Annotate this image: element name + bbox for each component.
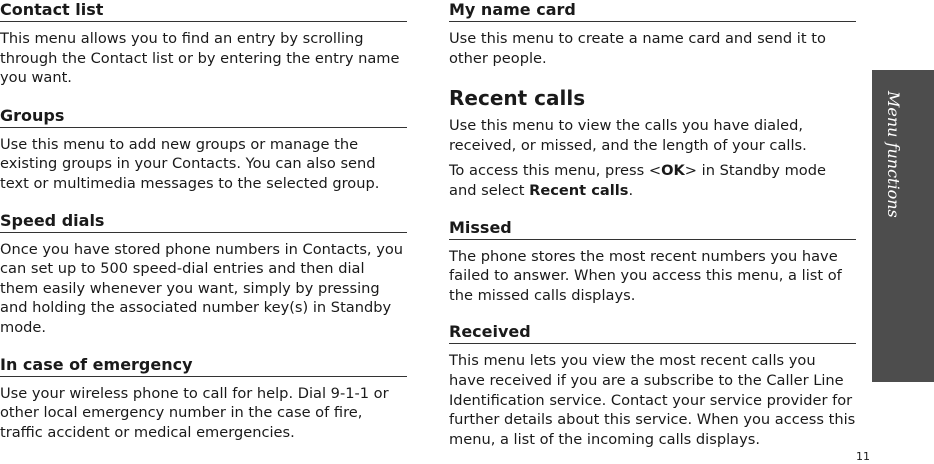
- access-text-suffix: .: [628, 181, 634, 199]
- section-body-missed: The phone stores the most recent numbers you have failed to answer. When you access this menu, a list of the missed calls displays.: [449, 247, 842, 304]
- access-text-prefix: To access this menu, press <: [449, 162, 662, 180]
- section-received: [449, 322, 856, 449]
- section-body-emergency: Use your wireless phone to call for help. Dial 9-1-1 or other local emergency number in the case of fire, traffic accident or medical emergencies.: [0, 384, 389, 441]
- left-column: [0, 0, 407, 442]
- right-column: [449, 0, 856, 449]
- section-recent-calls: [449, 86, 856, 200]
- section-body-name-card: Use this menu to create a name card and send it to other people.: [449, 30, 826, 67]
- section-heading-groups: Groups: [0, 106, 407, 128]
- section-heading-recent-calls: Recent calls: [449, 86, 586, 111]
- section-contact-list: [0, 0, 407, 88]
- section-body-received: This menu lets you view the most recent calls you have received if you are a subscribe to the Caller Line Identification service. Contact your service provider for further details about this service. When you access this menu, a list of the incoming calls displays.: [449, 352, 856, 448]
- section-body-groups: Use this menu to add new groups or manage the existing groups in your Contacts. You can also send text or multimedia messages to the selected group.: [0, 135, 380, 192]
- section-heading-contact-list: Contact list: [0, 0, 407, 22]
- access-menu-name: Recent calls: [529, 181, 629, 199]
- section-speed-dials: [0, 211, 407, 338]
- section-heading-received: Received: [449, 322, 856, 344]
- access-key-ok: OK: [661, 162, 685, 180]
- section-body-contact-list: This menu allows you to find an entry by scrolling through the Contact list or by entering the entry name you want.: [0, 30, 400, 87]
- section-name-card: [449, 0, 856, 68]
- recent-calls-access-instructions: [449, 161, 856, 200]
- section-heading-speed-dials: Speed dials: [0, 211, 407, 233]
- section-body-speed-dials: Once you have stored phone numbers in Contacts, you can set up to 500 speed-dial entries and then dial them easily whenever you want, simply by pressing and holding the associated number key(s) in Standby mode.: [0, 240, 404, 336]
- page-number: 11: [856, 450, 870, 463]
- section-heading-name-card: My name card: [449, 0, 856, 22]
- access-text-middle: > in Standby mode and select: [449, 162, 826, 199]
- section-groups: [0, 106, 407, 194]
- chapter-side-tab-label: Menu functions: [884, 91, 903, 218]
- chapter-side-tab: [872, 70, 934, 382]
- section-missed: [449, 218, 856, 306]
- section-body-recent-calls: Use this menu to view the calls you have dialed, received, or missed, and the length of your calls.: [449, 117, 807, 154]
- section-heading-emergency: In case of emergency: [0, 355, 407, 377]
- section-emergency: [0, 355, 407, 443]
- section-heading-missed: Missed: [449, 218, 856, 240]
